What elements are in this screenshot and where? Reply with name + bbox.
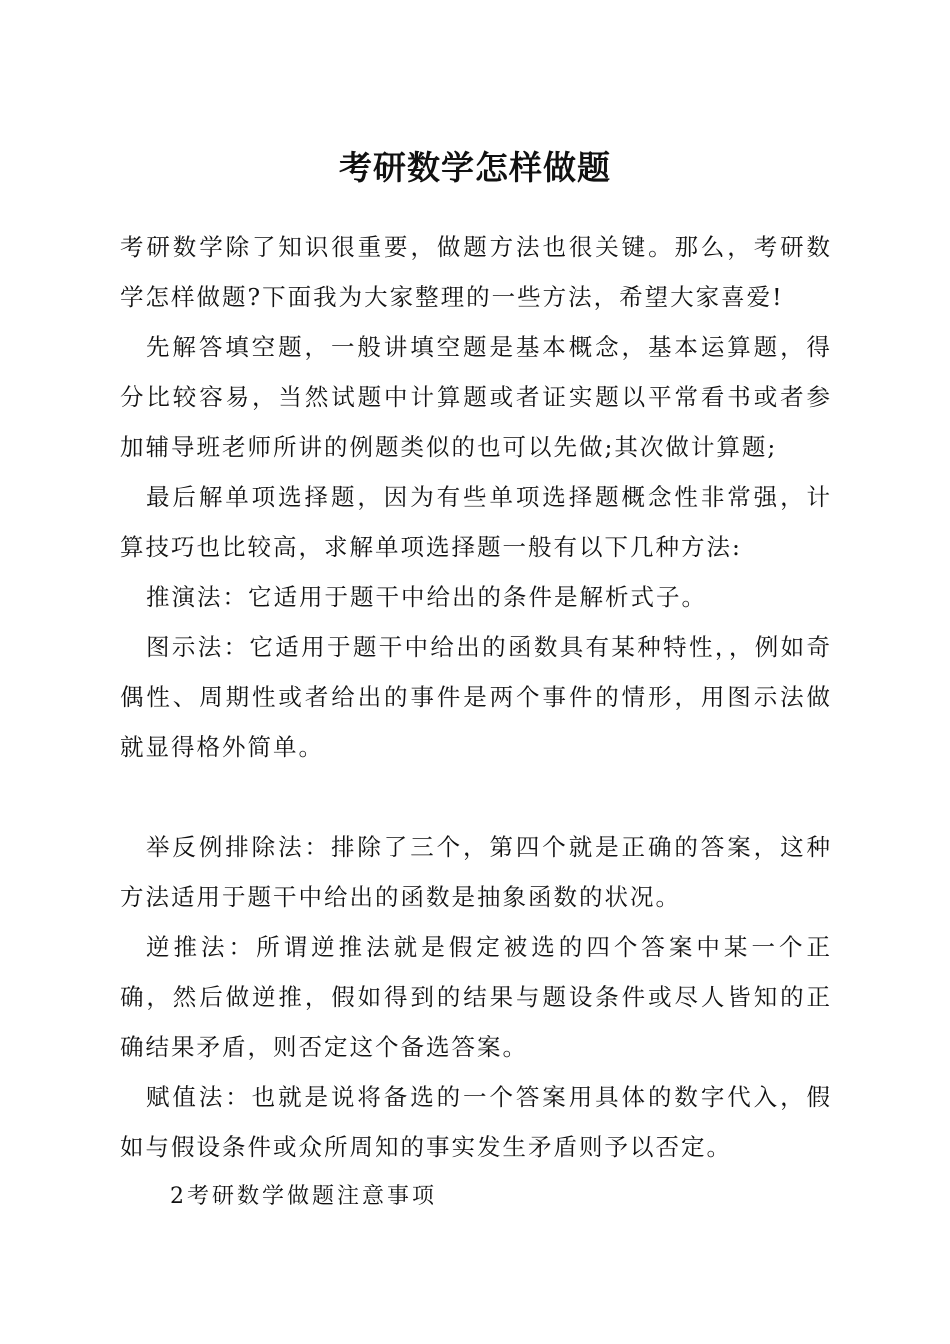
paragraph-diagram-method: 图示法：它适用于题干中给出的函数具有某种特性，，例如奇偶性、周期性或者给出的事件是两个事件的情形，用图示法做就显得格外简单。 [120,633,832,761]
paragraph-deduction-method: 推演法：它适用于题干中给出的条件是解析式子。 [146,583,707,611]
blank-line [120,772,832,822]
paragraph-counterexample-method: 举反例排除法：排除了三个，第四个就是正确的答案，这种方法适用于题干中给出的函数是抽象函数的状况。 [120,833,832,911]
section-heading: 2考研数学做题注意事项 [170,1184,437,1209]
document-title: 考研数学怎样做题 [339,148,611,187]
document-body [120,222,832,1222]
paragraph-reverse-method: 逆推法：所谓逆推法就是假定被选的四个答案中某一个正确，然后做逆推，假如得到的结果与题设条件或尽人皆知的正确结果矛盾，则否定这个备选答案。 [120,933,832,1061]
paragraph-multiple-choice: 最后解单项选择题，因为有些单项选择题概念性非常强，计算技巧也比较高，求解单项选择题一般有以下几种方法: [120,483,832,561]
paragraph-assignment-method: 赋值法：也就是说将备选的一个答案用具体的数字代入，假如与假设条件或众所周知的事实发生矛盾则予以否定。 [120,1083,832,1161]
paragraph-fill-in-blank: 先解答填空题，一般讲填空题是基本概念，基本运算题，得分比较容易，当然试题中计算题或者证实题以平常看书或者参加辅导班老师所讲的例题类似的也可以先做;其次做计算题; [120,333,832,461]
paragraph-intro: 考研数学除了知识很重要，做题方法也很关键。那么，考研数学怎样做题?下面我为大家整理的一些方法，希望大家喜爱! [120,233,832,311]
